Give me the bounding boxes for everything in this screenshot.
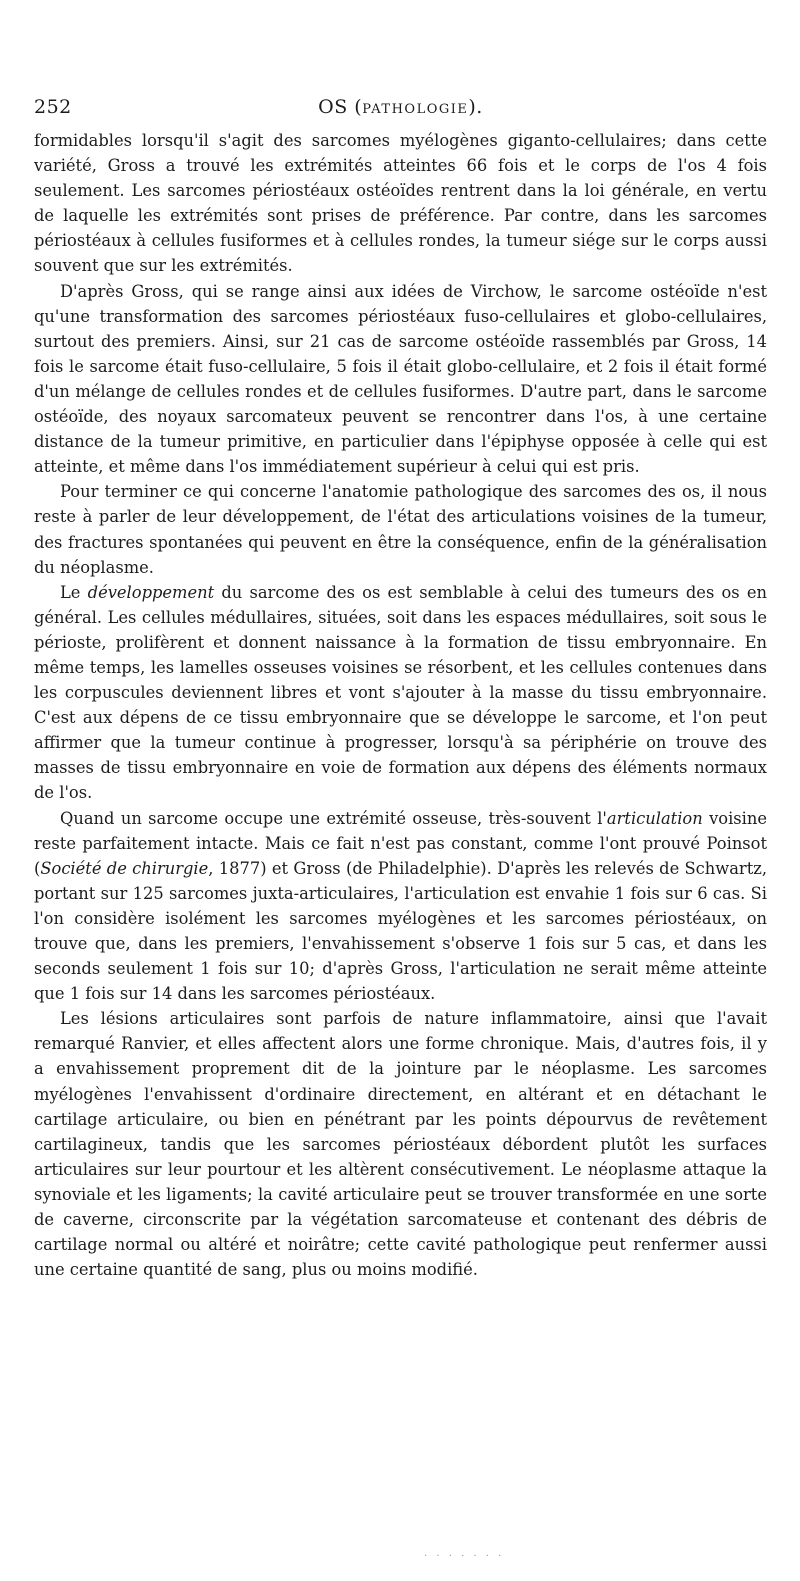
text-segment: , 1877) et Gross (de Philadelphie). D'après les relevés de Schwartz, portant sur 125 sarcomes juxta-articulaires, l'articulation est envahie 1 fois sur 6 cas. Si l'on considère isolément les sarcomes myélogènes et les sarcomes périostéaux, on trouve que, dans les premiers, l'envahissement s'observe 1 fois sur 5 cas, et dans les seconds seulement 1 fois sur 10; d'après Gross, l'articulation ne serait même atteinte que 1 fois sur 14 dans les sarcomes périostéaux. [34,858,767,1004]
running-head [34,96,767,122]
body-text [34,128,767,1282]
paragraph [34,580,767,806]
paragraph [34,279,767,480]
text-segment: Les lésions articulaires sont parfois de nature inflammatoire, ainsi que l'avait remarqué Ranvier, et elles affectent alors une forme chronique. Mais, d'autres fois, il y a envahissement proprement dit de la jointure par le néoplasme. Les sarcomes myélogènes l'envahissent d'ordinaire directement, en altérant et en détachant le cartilage articulaire, ou bien en pénétrant par les points dépourvus de revêtement cartilagineux, tandis que les sarcomes périostéaux débordent plutôt les surfaces articulaires sur leur pourtour et les altèrent consécutivement. Le néoplasme attaque la synoviale et les ligaments; la cavité articulaire peut se trouver transformée en une sorte de caverne, circonscrite par la végétation sarcomateuse et contenant des débris de cartilage normal ou altéré et noirâtre; cette cavité pathologique peut renfermer aussi une certaine quantité de sang, plus ou moins modifié. [34,1009,767,1280]
running-title-main: OS ( [318,96,363,118]
book-page [34,96,767,1282]
text-segment: formidables lorsqu'il s'agit des sarcomes myélogènes giganto-cellulaires; dans cette variété, Gross a trouvé les extrémités atteintes 66 fois et le corps de l'os 4 fois seulement. Les sarcomes périostéaux ostéoïdes rentrent dans la loi générale, en vertu de laquelle les extrémités sont prises de préférence. Par contre, dans les sarcomes périostéaux à cellules fusiformes et à cellules rondes, la tumeur siége sur le corps aussi souvent que sur les extrémités. [34,131,767,276]
running-title [34,96,767,118]
italic-segment: développement [87,582,215,602]
paragraph [34,479,767,579]
italic-segment: articulation [606,808,703,828]
running-title-small-caps: PATHOLOGIE [362,102,469,117]
text-segment: D'après Gross, qui se range ainsi aux idées de Virchow, le sarcome ostéoïde n'est qu'une transformation des sarcomes périostéaux fuso-cellulaires et globo-cellulaires, surtout des premiers. Ainsi, sur 21 cas de sarcome ostéoïde rassemblés par Gross, 14 fois le sarcome était fuso-cellulaire, 5 fois il était globo-cellulaire, et 2 fois il était formé d'un mélange de cellules rondes et de cellules fusiformes. D'autre part, dans le sarcome ostéoïde, des noyaux sarcomateux peuvent se rencontrer dans l'os, à une certaine distance de la tumeur primitive, en particulier dans l'épiphyse opposée à celle qui est atteinte, et même dans l'os immédiatement supérieur à celui qui est pris. [34,281,767,477]
scan-speckle: · · · · · · · [424,1551,505,1562]
running-title-end: ). [468,96,483,118]
text-segment: Quand un sarcome occupe une extrémité osseuse, très-souvent l' [60,808,607,828]
italic-segment: Société de chirurgie [40,858,209,878]
text-segment: voisine reste parfaitement intacte. Mais ce fait n'est pas constant, comme l'ont prouvé Poinsot ( [34,808,767,878]
text-segment: Le [60,582,88,602]
text-segment: Pour terminer ce qui concerne l'anatomie pathologique des sarcomes des os, il nous reste à parler de leur développement, de l'état des articulations voisines de la tumeur, des fractures spontanées qui peuvent en être la conséquence, enfin de la généralisation du néoplasme. [34,482,767,577]
page-number: 252 [34,96,72,118]
paragraph [34,1006,767,1282]
paragraph [34,128,767,279]
paragraph [34,806,767,1007]
text-segment: du sarcome des os est semblable à celui des tumeurs des os en général. Les cellules médullaires, situées, soit dans les espaces médullaires, soit sous le périoste, prolifèrent et donnent naissance à la formation de tissu embryonnaire. En même temps, les lamelles osseuses voisines se résorbent, et les cellules contenues dans les corpuscules deviennent libres et vont s'ajouter à la masse du tissu embryonnaire. C'est aux dépens de ce tissu embryonnaire que se développe le sarcome, et l'on peut affirmer que la tumeur continue à progresser, lorsqu'à sa périphérie on trouve des masses de tissu embryonnaire en voie de formation aux dépens des éléments normaux de l'os. [34,582,767,803]
